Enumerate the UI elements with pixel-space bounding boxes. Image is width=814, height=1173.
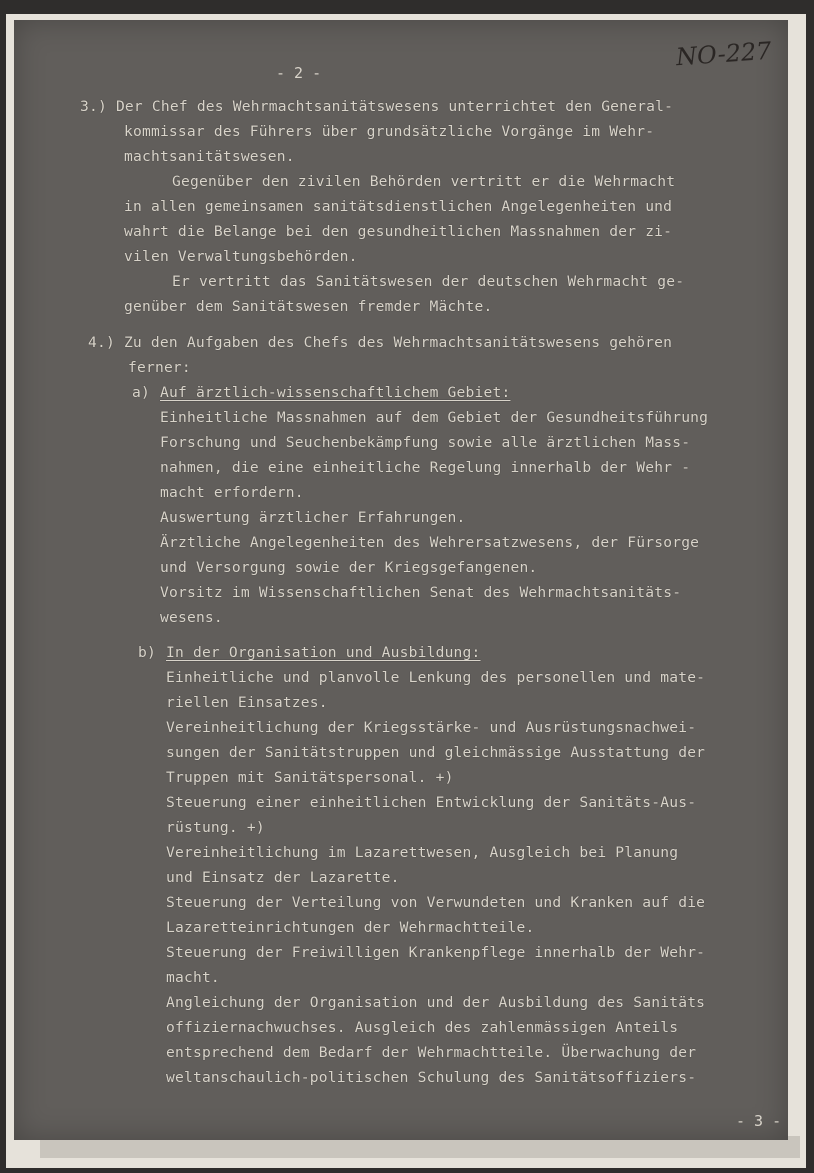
text-line: Lazaretteinrichtungen der Wehrmachtteile. (166, 919, 535, 936)
text-line: Steuerung der Verteilung von Verwundeten und Kranken auf die (166, 894, 706, 911)
text-line: Angleichung der Organisation und der Ausbildung des Sanitäts (166, 994, 706, 1011)
text-line: Vorsitz im Wissenschaftlichen Senat des Wehrmachtsanitäts- (160, 584, 682, 601)
text-line: Ärztliche Angelegenheiten des Wehrersatzwesens, der Fürsorge (160, 534, 700, 551)
text-line: genüber dem Sanitätswesen fremder Mächte. (124, 298, 493, 315)
text-line: 4.) Zu den Aufgaben des Chefs des Wehrmachtsanitätswesens gehören (88, 334, 673, 351)
text-line: Gegenüber den zivilen Behörden vertritt er die Wehrmacht (172, 173, 676, 190)
text-line: weltanschaulich-politischen Schulung des Sanitätsoffiziers- (166, 1069, 697, 1086)
section-heading: Auf ärztlich-wissenschaftlichem Gebiet: (160, 384, 511, 401)
text-line: kommissar des Führers über grundsätzliche Vorgänge im Wehr- (124, 123, 655, 140)
typed-page (14, 20, 788, 1140)
text-line: wesens. (160, 609, 223, 626)
item-marker: b) (138, 644, 156, 661)
text-line: Auswertung ärztlicher Erfahrungen. (160, 509, 466, 526)
text-line: Einheitliche und planvolle Lenkung des personellen und mate- (166, 669, 706, 686)
text-line: offiziernachwuchses. Ausgleich des zahlenmässigen Anteils (166, 1019, 679, 1036)
text-line: rüstung. +) (166, 819, 265, 836)
text-line: riellen Einsatzes. (166, 694, 328, 711)
text-line: Vereinheitlichung im Lazarettwesen, Ausgleich bei Planung (166, 844, 679, 861)
text-line: macht. (166, 969, 220, 986)
text-line: vilen Verwaltungsbehörden. (124, 248, 358, 265)
text-line: machtsanitätswesen. (124, 148, 295, 165)
text-line: nahmen, die eine einheitliche Regelung innerhalb der Wehr - (160, 459, 691, 476)
text-line: entsprechend dem Bedarf der Wehrmachtteile. Überwachung der (166, 1044, 697, 1061)
document-reference: NO-227 (675, 36, 773, 72)
text-line: Einheitliche Massnahmen auf dem Gebiet der Gesundheitsführung (160, 409, 709, 426)
next-page-marker: - 3 - (736, 1112, 782, 1130)
text-line: Forschung und Seuchenbekämpfung sowie alle ärztlichen Mass- (160, 434, 691, 451)
text-line: sungen der Sanitätstruppen und gleichmässige Ausstattung der (166, 744, 706, 761)
item-marker: a) (132, 384, 150, 401)
text-line: Steuerung einer einheitlichen Entwicklung der Sanitäts-Aus- (166, 794, 697, 811)
text-line: und Versorgung sowie der Kriegsgefangenen. (160, 559, 538, 576)
text-line: macht erfordern. (160, 484, 304, 501)
text-line: Vereinheitlichung der Kriegsstärke- und Ausrüstungsnachwei- (166, 719, 697, 736)
section-heading: In der Organisation und Ausbildung: (166, 644, 481, 661)
text-line: 3.) Der Chef des Wehrmachtsanitätswesens unterrichtet den General- (80, 98, 674, 115)
text-line: Steuerung der Freiwilligen Krankenpflege innerhalb der Wehr- (166, 944, 706, 961)
text-line: ferner: (128, 359, 191, 376)
text-line: und Einsatz der Lazarette. (166, 869, 400, 886)
text-line: Truppen mit Sanitätspersonal. +) (166, 769, 454, 786)
text-line: in allen gemeinsamen sanitätsdienstlichen Angelegenheiten und (124, 198, 673, 215)
text-line: wahrt die Belange bei den gesundheitlichen Massnahmen der zi- (124, 223, 673, 240)
text-line: Er vertritt das Sanitätswesen der deutschen Wehrmacht ge- (172, 273, 685, 290)
page-number: - 2 - (276, 64, 322, 82)
